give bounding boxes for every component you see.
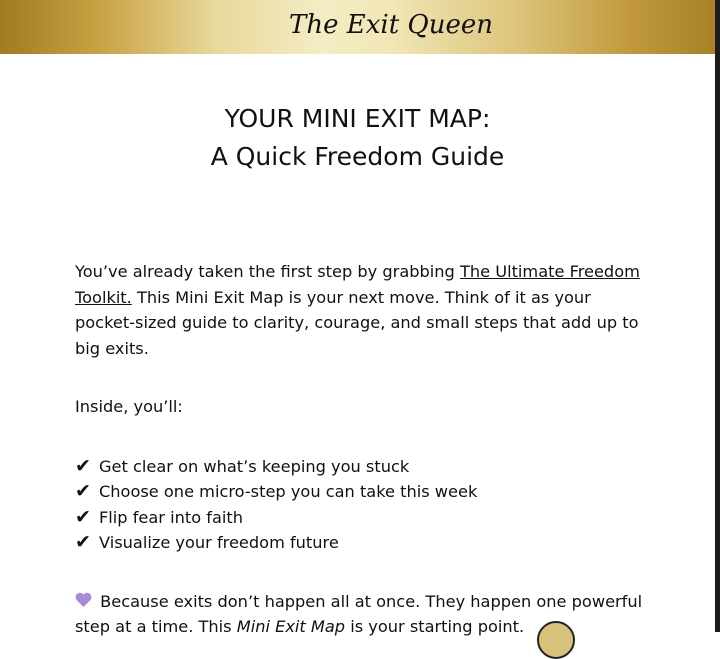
title-line-1: YOUR MINI EXIT MAP: — [224, 104, 491, 133]
checklist — [75, 454, 645, 556]
list-item — [75, 505, 645, 531]
title-line-2: A Quick Freedom Guide — [210, 142, 505, 171]
list-item — [75, 479, 645, 505]
closing-text-end: is your starting point. — [345, 617, 525, 636]
window-edge — [715, 0, 720, 632]
closing-text: Because exits don’t happen all at once. They happen one powerful step at a time. This — [75, 591, 643, 636]
list-item-text: Visualize your freedom future — [99, 533, 339, 552]
list-item — [75, 530, 645, 556]
toolkit-link[interactable]: The Ultimate Freedom Toolkit. — [75, 262, 640, 307]
list-item — [75, 454, 645, 480]
intro-text-continued: This Mini Exit Map is your next move. Think of it as your pocket-sized guide to clarity, courage, and small steps that add up to big exits. — [75, 287, 639, 358]
list-item-text: Get clear on what’s keeping you stuck — [99, 456, 410, 476]
list-item-text: Choose one micro-step you can take this week — [99, 482, 478, 501]
purple-heart-icon — [75, 589, 95, 615]
checkmark-icon: ✔ — [75, 454, 91, 477]
page-title — [0, 100, 715, 176]
inside-label: Inside, you’ll: — [75, 397, 183, 416]
document-body — [75, 259, 645, 640]
intro-text: You’ve already taken the first step by grabbing — [75, 262, 460, 281]
header-banner — [0, 0, 715, 54]
logo-text: The Exit Queen — [289, 10, 493, 40]
mini-exit-map-emphasis: Mini Exit Map — [236, 617, 346, 636]
list-item-text: Flip fear into faith — [99, 507, 243, 527]
checkmark-icon: ✔ — [75, 480, 91, 502]
brand-logo — [283, 0, 493, 48]
checkmark-icon: ✔ — [75, 531, 91, 553]
checkmark-icon: ✔ — [75, 505, 91, 528]
intro-paragraph — [75, 259, 645, 361]
gold-badge — [537, 621, 575, 659]
